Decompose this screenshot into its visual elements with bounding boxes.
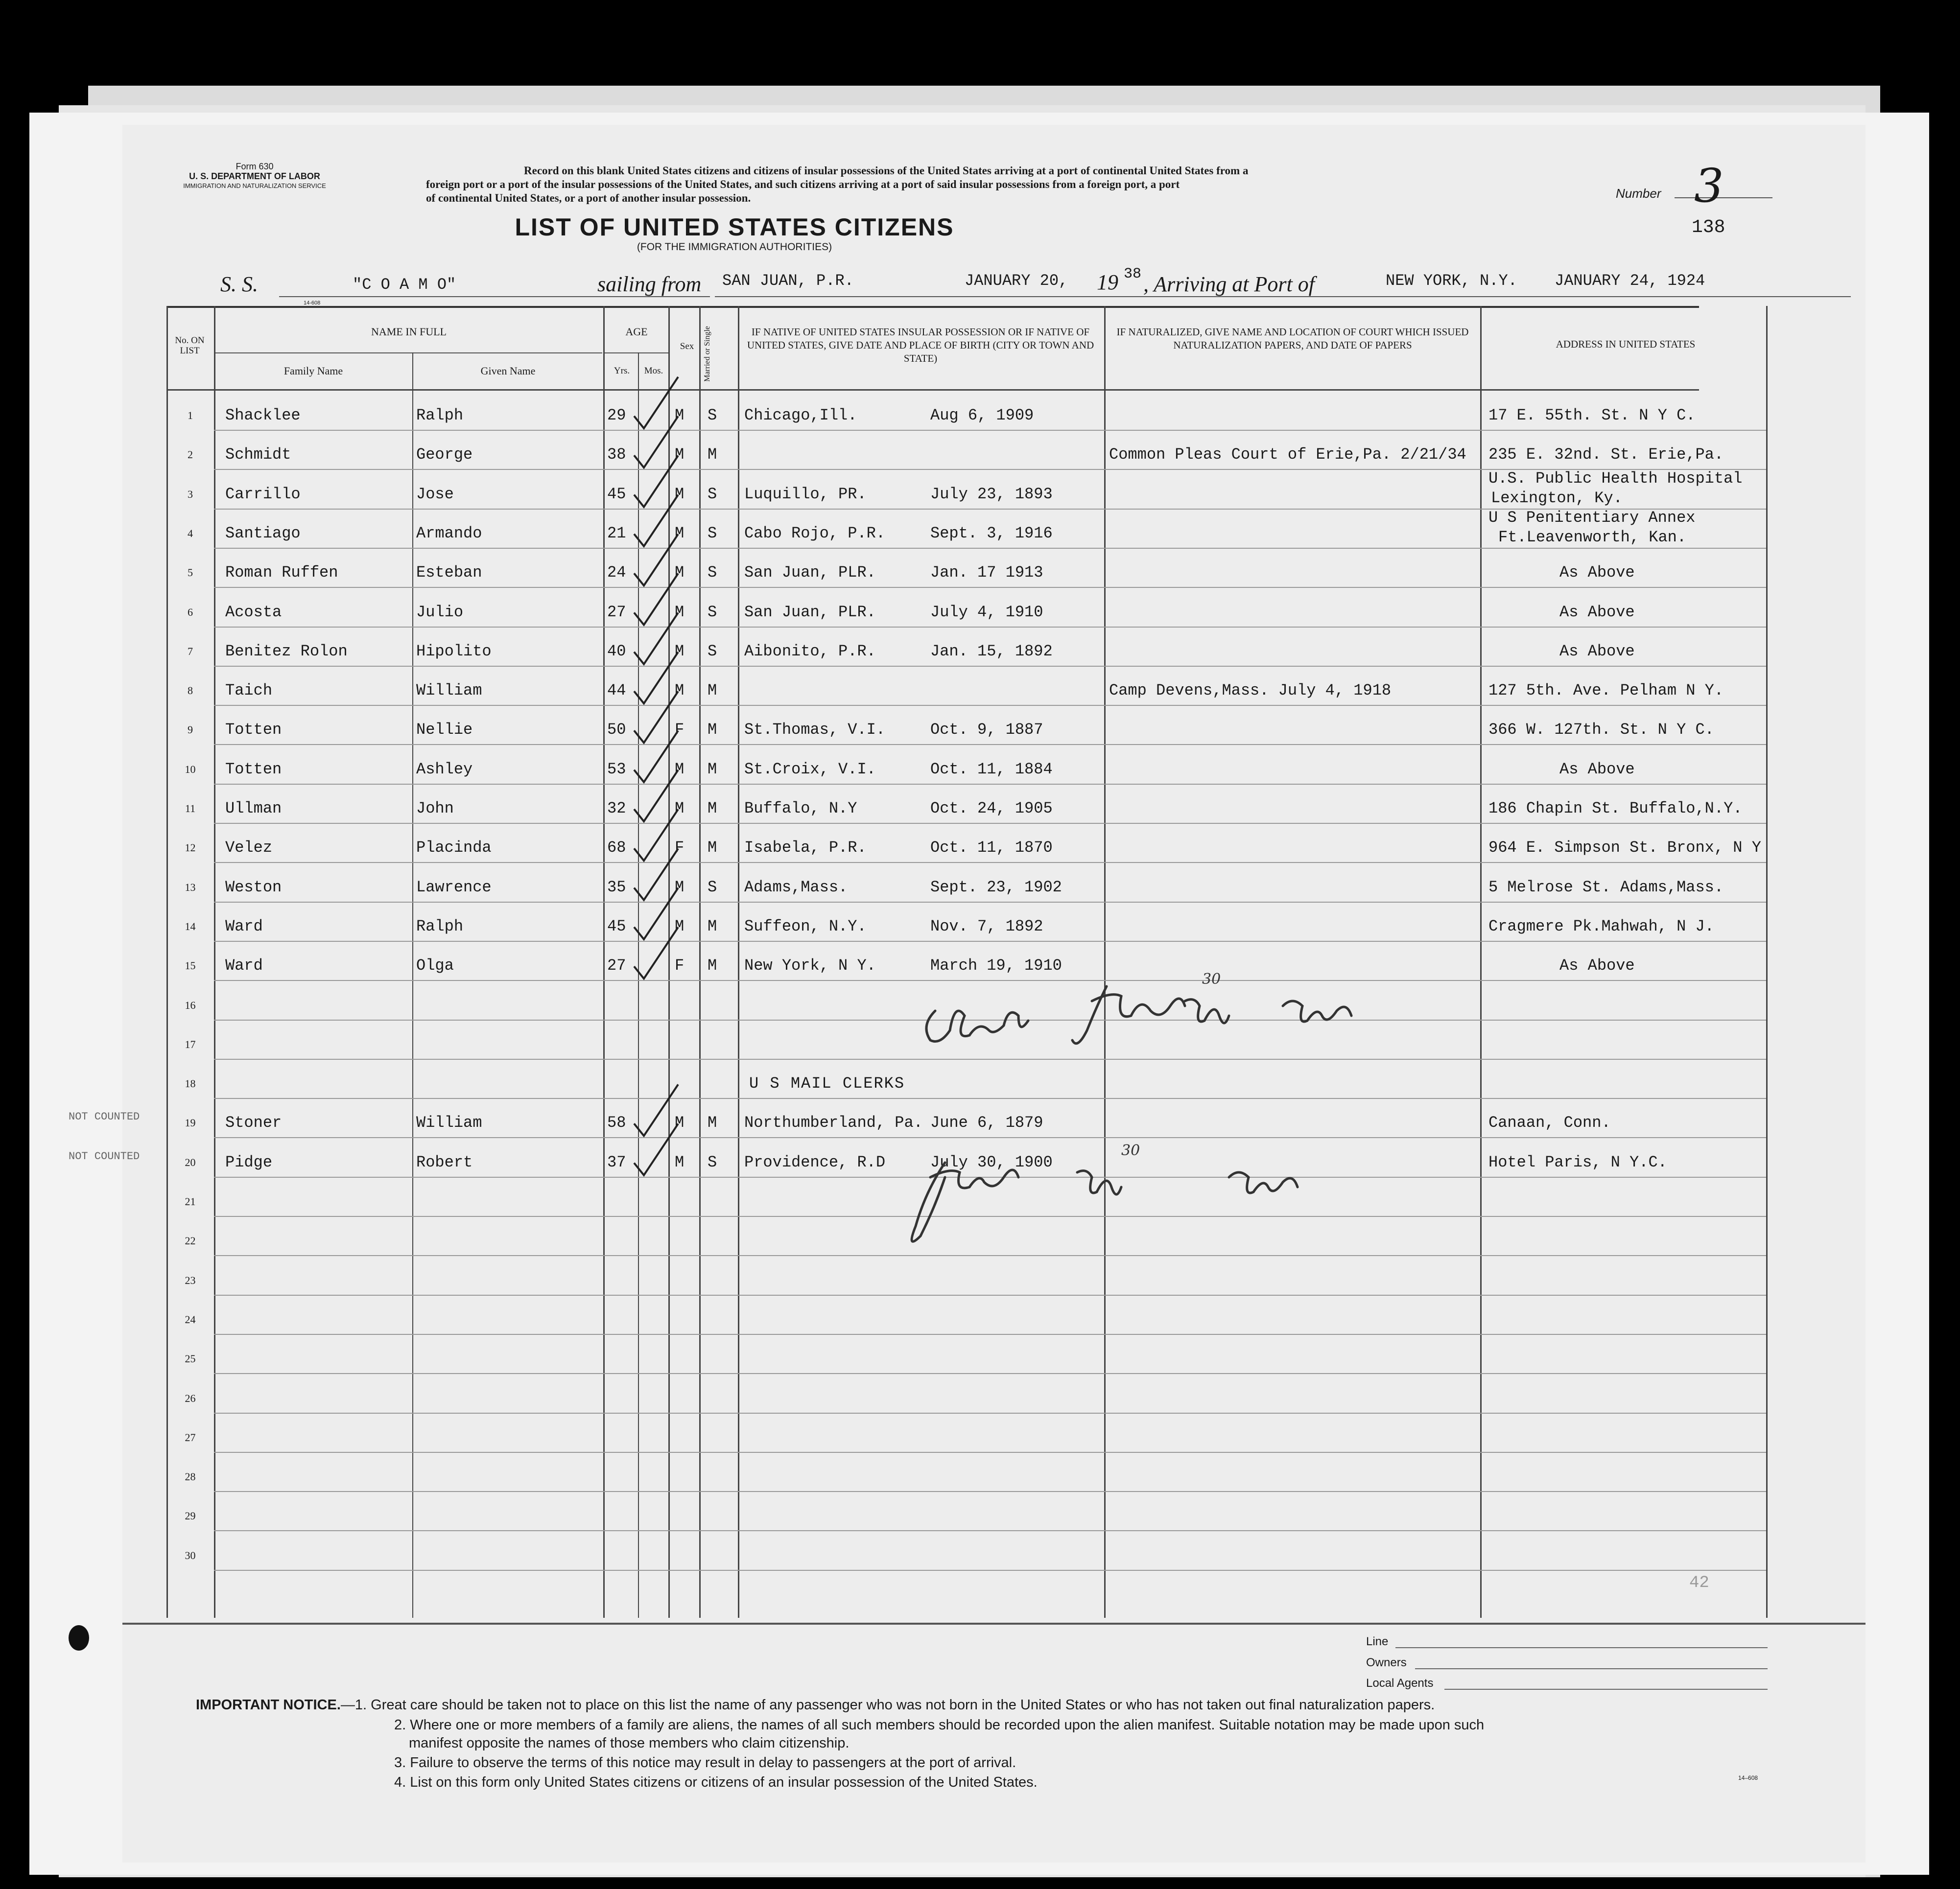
- row-10-yrs: 53: [607, 760, 626, 778]
- number-value: 3: [1694, 159, 1724, 213]
- row-1-sex: M: [675, 406, 685, 424]
- row-1-yrs: 29: [607, 406, 626, 424]
- signature-stroke-1: [912, 986, 1351, 1241]
- row-5-no: 5: [188, 566, 193, 579]
- row-14-yrs: 45: [607, 917, 626, 935]
- row-3-place: Luquillo, PR.: [744, 485, 867, 503]
- row-10-sex: M: [675, 760, 685, 778]
- record-notice-line: Record on this blank United States citizens and citizens of insular possessions of the United States arriving at a port of continental United States from a: [524, 164, 1249, 177]
- row-11-given: John: [416, 799, 454, 817]
- row-1-given: Ralph: [416, 406, 464, 424]
- svg-text:30: 30: [1121, 1142, 1140, 1159]
- row-20-yrs: 37: [607, 1153, 626, 1171]
- row-20-place: Providence, R.D: [744, 1153, 886, 1171]
- row-6-date: July 4, 1910: [930, 603, 1043, 621]
- row-26-no: 26: [185, 1392, 196, 1404]
- row-1-family: Shacklee: [225, 406, 301, 424]
- row-12-ms: M: [708, 839, 717, 857]
- owners-label: Owners: [1366, 1656, 1407, 1669]
- row-14-addr: Cragmere Pk.Mahwah, N J.: [1488, 917, 1714, 935]
- row-28-no: 28: [185, 1470, 196, 1483]
- row-27-no: 27: [185, 1431, 196, 1444]
- row-4-sex: M: [675, 524, 685, 542]
- row-1-date: Aug 6, 1909: [930, 406, 1034, 424]
- printer-code: 14-608: [304, 300, 321, 306]
- row-10-family: Totten: [225, 760, 282, 778]
- row-19-yrs: 58: [607, 1114, 626, 1132]
- row-9-addr: 366 W. 127th. St. N Y C.: [1488, 721, 1714, 739]
- row-20-family: Pidge: [225, 1153, 273, 1171]
- row-12-given: Placinda: [416, 839, 492, 857]
- row-12-family: Velez: [225, 839, 273, 857]
- row-23-no: 23: [185, 1274, 196, 1286]
- row-4-given: Armando: [416, 524, 482, 542]
- row-15-family: Ward: [225, 956, 263, 975]
- row-2-sex: M: [675, 445, 685, 464]
- row-4-ms: S: [708, 524, 717, 542]
- row-19-family: Stoner: [225, 1114, 282, 1132]
- row-5-family: Roman Ruffen: [225, 563, 338, 582]
- row-24-no: 24: [185, 1313, 196, 1326]
- footer-divider: [122, 1623, 1866, 1625]
- line-underline: [1395, 1647, 1768, 1648]
- row-8-court: Camp Devens,Mass. July 4, 1918: [1109, 681, 1392, 700]
- page-stamp: 138: [1692, 217, 1725, 238]
- arriving-label: , Arriving at Port of: [1143, 272, 1315, 296]
- arrival-port: NEW YORK, N.Y.: [1386, 272, 1517, 290]
- row-14-given: Ralph: [416, 917, 464, 935]
- row-13-sex: M: [675, 878, 685, 896]
- row-2-yrs: 38: [607, 445, 626, 464]
- sailing-date: JANUARY 20,: [965, 272, 1068, 290]
- row-2-ms: M: [708, 445, 717, 464]
- row-14-ms: M: [708, 917, 717, 935]
- row-19-place: Northumberland, Pa.: [744, 1114, 923, 1132]
- row-15-ms: M: [708, 956, 717, 975]
- row-10-addr: As Above: [1559, 760, 1635, 778]
- row-14-family: Ward: [225, 917, 263, 935]
- row-14-no: 14: [185, 920, 196, 933]
- header-family-name: Family Name: [283, 365, 343, 377]
- row-5-date: Jan. 17 1913: [930, 563, 1043, 582]
- row-4-family: Santiago: [225, 524, 301, 542]
- local-agents-label: Local Agents: [1366, 1677, 1434, 1690]
- page-title: LIST OF UNITED STATES CITIZENS: [515, 213, 954, 241]
- row-2-family: Schmidt: [225, 445, 291, 464]
- svg-text:30: 30: [1202, 971, 1221, 988]
- row-11-no: 11: [185, 802, 196, 815]
- notice-item-3: 3. Failure to observe the terms of this notice may result in delay to passengers at the port of arrival.: [394, 1755, 1016, 1771]
- row-19-date: June 6, 1879: [930, 1114, 1043, 1132]
- row-5-addr: As Above: [1559, 563, 1635, 582]
- row-2-addr: 235 E. 32nd. St. Erie,Pa.: [1488, 445, 1724, 464]
- row-13-addr: 5 Melrose St. Adams,Mass.: [1488, 878, 1724, 896]
- row-3-date: July 23, 1893: [930, 485, 1053, 503]
- row-4-yrs: 21: [607, 524, 626, 542]
- row-10-ms: M: [708, 760, 717, 778]
- row-15-given: Olga: [416, 956, 454, 975]
- row-19-margin-note: NOT COUNTED: [69, 1111, 140, 1123]
- form-number: Form 630: [236, 162, 274, 171]
- row-11-date: Oct. 24, 1905: [930, 799, 1053, 817]
- row-11-sex: M: [675, 799, 685, 817]
- row-10-given: Ashley: [416, 760, 473, 778]
- row-7-given: Hipolito: [416, 642, 492, 660]
- row-15-date: March 19, 1910: [930, 956, 1062, 975]
- row-13-ms: S: [708, 878, 717, 896]
- row-3-addr2: Lexington, Ky.: [1491, 489, 1623, 507]
- ss-label: S. S.: [220, 272, 258, 296]
- row-10-no: 10: [185, 763, 196, 775]
- row-1-ms: S: [708, 406, 717, 424]
- row-2-court: Common Pleas Court of Erie,Pa. 2/21/34: [1109, 445, 1466, 464]
- row-12-place: Isabela, P.R.: [744, 839, 867, 857]
- footer-code: 14–608: [1738, 1774, 1758, 1781]
- row-11-family: Ullman: [225, 799, 282, 817]
- row-20-margin-note: NOT COUNTED: [69, 1150, 140, 1163]
- row-22-no: 22: [185, 1235, 196, 1247]
- row-5-given: Esteban: [416, 563, 482, 582]
- notice-item-2-cont: manifest opposite the names of those members who claim citizenship.: [409, 1735, 850, 1751]
- row-4-place: Cabo Rojo, P.R.: [744, 524, 886, 542]
- row-3-yrs: 45: [607, 485, 626, 503]
- year-prefix: 19: [1097, 270, 1118, 294]
- agents-underline: [1444, 1689, 1768, 1690]
- row-9-place: St.Thomas, V.I.: [744, 721, 886, 739]
- row-13-place: Adams,Mass.: [744, 878, 848, 896]
- record-notice-line: foreign port or a port of the insular possessions of the United States, and such citizens arriving at a port of said insular possessions from a foreign port, a port: [426, 178, 1180, 190]
- row-7-yrs: 40: [607, 642, 626, 660]
- row-4-no: 4: [188, 527, 193, 539]
- row-9-no: 9: [188, 723, 193, 736]
- row-2-no: 2: [188, 448, 193, 461]
- row-17-no: 17: [185, 1038, 196, 1050]
- row-13-date: Sept. 23, 1902: [930, 878, 1062, 896]
- row-25-no: 25: [185, 1353, 196, 1365]
- row-3-family: Carrillo: [225, 485, 301, 503]
- sailing-port: SAN JUAN, P.R.: [722, 272, 854, 290]
- row-4-date: Sept. 3, 1916: [930, 524, 1053, 542]
- row-3-sex: M: [675, 485, 685, 503]
- signature-superscripts: [1121, 971, 1221, 1159]
- row-19-no: 19: [185, 1117, 196, 1129]
- year-suffix: 38: [1124, 266, 1142, 282]
- header-married-single: Married or Single: [703, 326, 711, 382]
- row-7-no: 7: [188, 645, 193, 657]
- header-name-in-full: NAME IN FULL: [371, 326, 447, 338]
- row-7-date: Jan. 15, 1892: [930, 642, 1053, 660]
- row-6-family: Acosta: [225, 603, 282, 621]
- arrival-date: JANUARY 24, 1924: [1555, 272, 1705, 290]
- row-4-addr2: Ft.Leavenworth, Kan.: [1498, 528, 1687, 546]
- header-no-on-list: No. ON LIST: [175, 335, 205, 356]
- ship-name: "C O A M O": [353, 276, 456, 294]
- row-3-ms: S: [708, 485, 717, 503]
- row-18-place: U S MAIL CLERKS: [749, 1074, 905, 1093]
- row-8-family: Taich: [225, 681, 273, 700]
- department-name: U. S. DEPARTMENT OF LABOR: [189, 171, 320, 181]
- row-11-place: Buffalo, N.Y: [744, 799, 857, 817]
- owners-underline: [1415, 1668, 1768, 1669]
- header-mos: Mos.: [644, 366, 663, 376]
- row-8-sex: M: [675, 681, 685, 700]
- row-7-place: Aibonito, P.R.: [744, 642, 876, 660]
- row-14-date: Nov. 7, 1892: [930, 917, 1043, 935]
- row-18-no: 18: [185, 1077, 196, 1090]
- row-11-ms: M: [708, 799, 717, 817]
- record-notice-line: of continental United States, or a port of another insular possession.: [426, 192, 751, 204]
- row-7-family: Benitez Rolon: [225, 642, 348, 660]
- row-10-date: Oct. 11, 1884: [930, 760, 1053, 778]
- row-4-addr: U S Penitentiary Annex: [1488, 508, 1696, 527]
- row-13-family: Weston: [225, 878, 282, 896]
- number-label: Number: [1616, 186, 1661, 201]
- header-age: AGE: [625, 326, 648, 338]
- corner-number: 42: [1689, 1574, 1709, 1592]
- row-20-given: Robert: [416, 1153, 473, 1171]
- row-9-ms: M: [708, 721, 717, 739]
- row-15-yrs: 27: [607, 956, 626, 975]
- row-12-yrs: 68: [607, 839, 626, 857]
- row-16-no: 16: [185, 999, 196, 1011]
- row-9-sex: F: [675, 721, 685, 739]
- row-15-addr: As Above: [1559, 956, 1635, 975]
- row-5-ms: S: [708, 563, 717, 582]
- row-6-sex: M: [675, 603, 685, 621]
- row-12-addr: 964 E. Simpson St. Bronx, N Y: [1488, 839, 1761, 857]
- row-7-ms: S: [708, 642, 717, 660]
- row-11-addr: 186 Chapin St. Buffalo,N.Y.: [1488, 799, 1743, 817]
- row-8-given: William: [416, 681, 482, 700]
- notice-text: —1. Great care should be taken not to place on this list the name of any passenger who was not born in the United States or who has not taken out final naturalization papers.: [340, 1697, 1435, 1713]
- row-9-given: Nellie: [416, 721, 473, 739]
- row-5-place: San Juan, PLR.: [744, 563, 876, 582]
- notice-item-4: 4. List on this form only United States citizens or citizens of an insular possession of the United States.: [394, 1774, 1038, 1790]
- immigration-form: [69, 125, 1866, 1863]
- row-15-place: New York, N Y.: [744, 956, 876, 975]
- sailing-label: sailing from: [597, 272, 702, 296]
- header-given-name: Given Name: [480, 365, 536, 377]
- row-29-no: 29: [185, 1510, 196, 1522]
- row-12-date: Oct. 11, 1870: [930, 839, 1053, 857]
- notice-title: IMPORTANT NOTICE.: [196, 1697, 341, 1713]
- row-11-yrs: 32: [607, 799, 626, 817]
- row-3-addr: U.S. Public Health Hospital: [1488, 469, 1743, 488]
- row-13-yrs: 35: [607, 878, 626, 896]
- row-1-place: Chicago,Ill.: [744, 406, 857, 424]
- row-12-no: 12: [185, 841, 196, 854]
- row-20-ms: S: [708, 1153, 717, 1171]
- row-14-sex: M: [675, 917, 685, 935]
- line-label: Line: [1366, 1635, 1389, 1648]
- row-30-no: 30: [185, 1549, 196, 1562]
- row-13-given: Lawrence: [416, 878, 492, 896]
- row-8-ms: M: [708, 681, 717, 700]
- notice-item-2: 2. Where one or more members of a family are aliens, the names of all such members should be recorded upon the alien manifest. Suitable notation may be made upon such: [394, 1717, 1485, 1733]
- row-20-date: July 30, 1900: [930, 1153, 1053, 1171]
- row-19-ms: M: [708, 1114, 717, 1132]
- row-19-given: William: [416, 1114, 482, 1132]
- row-6-addr: As Above: [1559, 603, 1635, 621]
- row-8-no: 8: [188, 684, 193, 697]
- header-sex: Sex: [680, 341, 694, 351]
- row-5-sex: M: [675, 563, 685, 582]
- row-9-yrs: 50: [607, 721, 626, 739]
- row-15-sex: F: [675, 956, 685, 975]
- row-10-place: St.Croix, V.I.: [744, 760, 876, 778]
- row-19-sex: M: [675, 1114, 685, 1132]
- row-8-yrs: 44: [607, 681, 626, 700]
- row-7-addr: As Above: [1559, 642, 1635, 660]
- row-7-sex: M: [675, 642, 685, 660]
- row-3-given: Jose: [416, 485, 454, 503]
- header-yrs: Yrs.: [614, 366, 630, 376]
- row-9-family: Totten: [225, 721, 282, 739]
- header-naturalized: IF NATURALIZED, GIVE NAME AND LOCATION OF COURT WHICH ISSUED NATURALIZATION PAPERS, AND DATE OF PAPERS: [1116, 326, 1469, 351]
- service-name: IMMIGRATION AND NATURALIZATION SERVICE: [183, 182, 326, 189]
- row-12-sex: F: [675, 839, 685, 857]
- row-6-no: 6: [188, 606, 193, 618]
- row-21-no: 21: [185, 1195, 196, 1208]
- row-9-date: Oct. 9, 1887: [930, 721, 1043, 739]
- row-1-addr: 17 E. 55th. St. N Y C.: [1488, 406, 1696, 424]
- row-6-yrs: 27: [607, 603, 626, 621]
- row-14-place: Suffeon, N.Y.: [744, 917, 867, 935]
- binder-hole: [69, 1625, 89, 1651]
- row-1-no: 1: [188, 409, 193, 421]
- row-6-place: San Juan, PLR.: [744, 603, 876, 621]
- page-subtitle: (FOR THE IMMIGRATION AUTHORITIES): [637, 241, 832, 253]
- row-8-addr: 127 5th. Ave. Pelham N Y.: [1488, 681, 1724, 700]
- row-20-addr: Hotel Paris, N Y.C.: [1488, 1153, 1667, 1171]
- row-2-given: George: [416, 445, 473, 464]
- handwritten-signatures: [122, 125, 1866, 1863]
- header-native-birth: IF NATIVE OF UNITED STATES INSULAR POSSESSION OR IF NATIVE OF UNITED STATES, GIVE DATE AND PLACE OF BIRTH (CITY OR TOWN AND STATE): [747, 326, 1094, 364]
- row-6-ms: S: [708, 603, 717, 621]
- row-6-given: Julio: [416, 603, 464, 621]
- notice-item-1: [196, 1697, 1435, 1713]
- row-15-no: 15: [185, 959, 196, 972]
- row-19-addr: Canaan, Conn.: [1488, 1114, 1611, 1132]
- row-5-yrs: 24: [607, 563, 626, 582]
- row-20-sex: M: [675, 1153, 685, 1171]
- row-3-no: 3: [188, 488, 193, 500]
- header-address: ADDRESS IN UNITED STATES: [1556, 338, 1696, 350]
- row-20-no: 20: [185, 1156, 196, 1168]
- row-13-no: 13: [185, 881, 196, 893]
